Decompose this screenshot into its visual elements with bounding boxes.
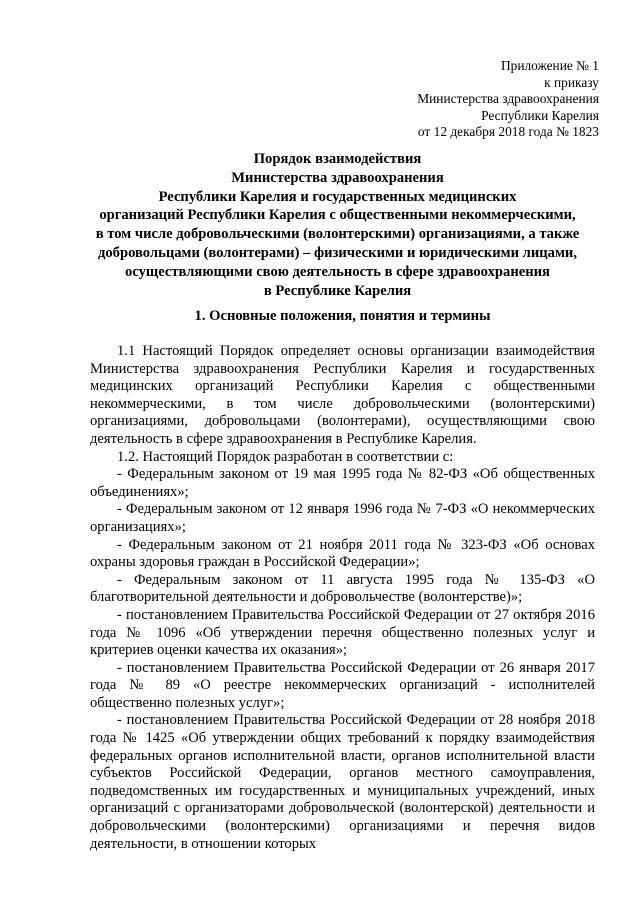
paragraph: - постановлением Правительства Российской Федерации от 28 ноября 2018 года № 1425 «Об утверждении общих требований к порядку взаимодействия федеральных органов исполнительной власти, органов исполнительной власти субъектов Российской Федерации, органов местного самоуправления, подведомственных им государственных и муниципальных учреждений, иных организаций с организаторами добровольческой (волонтерской) деятельности и добровольческими (волонтерскими) организациями и перечня видов деятельности, в отношении которых (90, 712, 595, 852)
section-heading: 1. Основные положения, понятия и термины (194, 308, 491, 324)
title-line: Министерства здравоохранения (231, 169, 444, 186)
paragraph: - Федеральным законом от 11 августа 1995 года № 135-ФЗ «О благотворительной деятельности и добровольчестве (волонтерстве)»; (90, 571, 595, 606)
paragraph: - Федеральным законом от 12 января 1996 года № 7-ФЗ «О некоммерческих организациях»; (90, 501, 595, 535)
paragraph: - Федеральным законом от 21 ноября 2011 года № 323-ФЗ «Об основах охраны здоровья граждан в Российской Федерации»; (90, 536, 595, 571)
title-line: добровольцами (волонтерами) – физическими и юридическими лицами, (98, 244, 577, 261)
appendix-line: Республики Карелия (481, 107, 599, 123)
title-line: в Республике Карелия (263, 282, 412, 299)
appendix-line: Министерства здравоохранения (417, 91, 599, 107)
appendix-line: к приказу (544, 74, 599, 90)
title-line: в том числе добровольческими (волонтерскими) организациями, а также (95, 226, 580, 243)
paragraph: - Федеральным законом от 19 мая 1995 года № 82-ФЗ «Об общественных объединениях»; (90, 466, 595, 500)
paragraph: - постановлением Правительства Российской Федерации от 26 января 2017 года № 89 «О реестре некоммерческих организаций - исполнителей общественно полезных услуг»; (90, 659, 595, 711)
title-line: осуществляющими свою деятельность в сфере здравоохранения (125, 263, 550, 280)
title-line: Республики Карелия и государственных медицинских (158, 188, 517, 205)
appendix-line: от 12 декабря 2018 года № 1823 (417, 124, 599, 140)
title-line: организаций Республики Карелия с общественными некоммерческими, (99, 207, 576, 224)
paragraph: 1.1 Настоящий Порядок определяет основы организации взаимодействия Министерства здравоохранения Республики Карелия и государственных медицинских организаций Республики Карелия с общественными некоммерческими, в том числе добровольческими (волонтерскими) организациями, добровольцами (волонтерами), осуществляющими свою деятельность в сфере здравоохранения в Республике Карелия. (90, 343, 595, 447)
appendix-line: Приложение № 1 (500, 58, 599, 73)
title-line: Порядок взаимодействия (253, 151, 422, 167)
document-title (80, 150, 595, 300)
paragraph: 1.2. Настоящий Порядок разработан в соответствии с: (117, 448, 454, 465)
paragraph: - постановлением Правительства Российской Федерации от 27 октября 2016 года № 1096 «Об утверждении перечня общественно полезных услуг и критериев оценки качества их оказания»; (90, 606, 595, 659)
document-body (90, 343, 595, 853)
appendix-block (417, 58, 599, 141)
